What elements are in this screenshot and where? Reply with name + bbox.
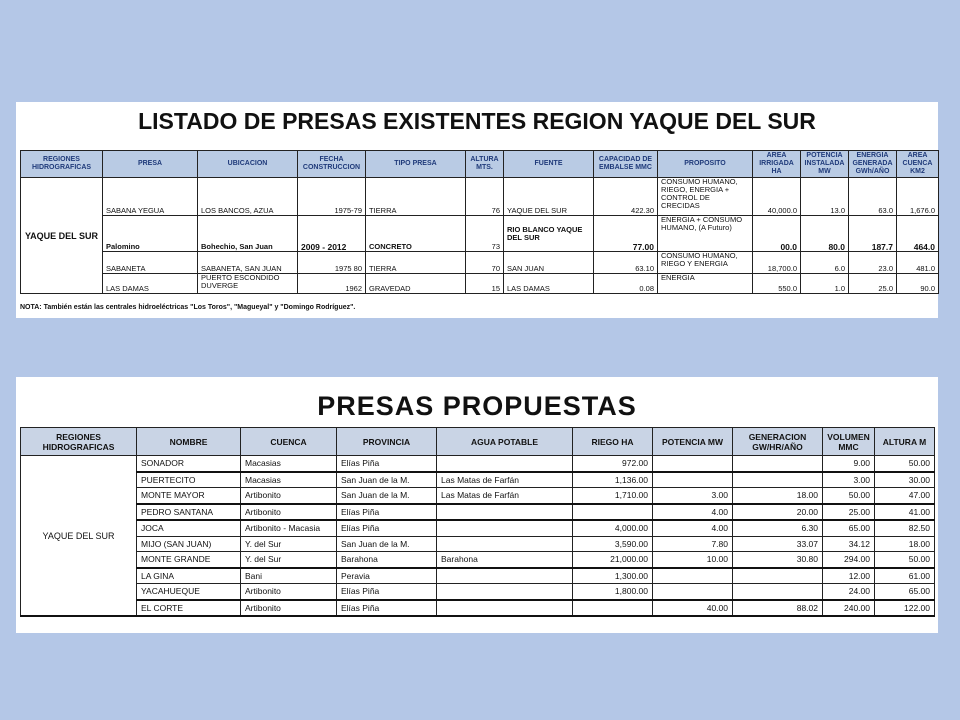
table-cell: 550.0 (753, 274, 801, 294)
col-header: VOLUMEN MMC (823, 428, 875, 456)
table-cell (437, 536, 573, 552)
col-header: REGIONES HIDROGRAFICAS (21, 428, 137, 456)
table-cell: LOS BANCOS, AZUA (198, 178, 298, 216)
table-cell: 00.0 (753, 216, 801, 252)
table-cell: Elías Piña (337, 600, 437, 617)
table-cell: Las Matas de Farfán (437, 488, 573, 504)
table-cell: Elías Piña (337, 584, 437, 600)
table-cell: 4.00 (653, 504, 733, 521)
table-cell: 422.30 (594, 178, 658, 216)
table-cell: 25.00 (823, 504, 875, 521)
table-cell: 61.00 (875, 568, 935, 584)
table-cell: ENERGIA + CONSUMO HUMANO, (A Futuro) (658, 216, 753, 252)
table-row (21, 274, 939, 294)
col-header: ALTURA M (875, 428, 935, 456)
col-header: AGUA POTABLE (437, 428, 573, 456)
table-row (21, 252, 939, 274)
table-cell: 4,000.00 (573, 520, 653, 536)
table-cell: 3,590.00 (573, 536, 653, 552)
table-cell: 294.00 (823, 552, 875, 568)
table-cell: PEDRO SANTANA (137, 504, 241, 521)
table-cell: TIERRA (366, 178, 466, 216)
table-cell (653, 456, 733, 472)
table-cell: MIJO (SAN JUAN) (137, 536, 241, 552)
table-cell: 15 (466, 274, 504, 294)
table-cell: RIO BLANCO YAQUE DEL SUR (504, 216, 594, 252)
table-cell (437, 504, 573, 521)
table-cell: 34.12 (823, 536, 875, 552)
table-cell: 82.50 (875, 520, 935, 536)
table-cell: 77.00 (594, 216, 658, 252)
table-cell: CONSUMO HUMANO, RIEGO Y ENERGIA (658, 252, 753, 274)
table-cell: 18,700.0 (753, 252, 801, 274)
table-row (21, 568, 935, 584)
table-cell: Barahona (337, 552, 437, 568)
table-cell: Y. del Sur (241, 552, 337, 568)
table-cell: 47.00 (875, 488, 935, 504)
table-cell: 73 (466, 216, 504, 252)
col-header: NOMBRE (137, 428, 241, 456)
table-cell: Macasias (241, 456, 337, 472)
table-cell: 63.10 (594, 252, 658, 274)
table-cell: 50.00 (875, 552, 935, 568)
table-row (21, 504, 935, 521)
table-cell: 65.00 (875, 584, 935, 600)
table-cell: SONADOR (137, 456, 241, 472)
col-header: POTENCIA MW (653, 428, 733, 456)
table-cell: Artibonito (241, 584, 337, 600)
table-cell: MONTE MAYOR (137, 488, 241, 504)
table-cell: 6.30 (733, 520, 823, 536)
table-cell: Barahona (437, 552, 573, 568)
col-header: CUENCA (241, 428, 337, 456)
region-cell: YAQUE DEL SUR (21, 178, 103, 294)
table-cell: CONCRETO (366, 216, 466, 252)
proposed-dams-table (20, 427, 935, 617)
table-cell: Elías Piña (337, 520, 437, 536)
table-cell: YAQUE DEL SUR (504, 178, 594, 216)
col-header: PROVINCIA (337, 428, 437, 456)
table-cell: EL CORTE (137, 600, 241, 617)
table-cell: Artibonito (241, 504, 337, 521)
table-cell: 1,300.00 (573, 568, 653, 584)
table-cell: PUERTO ESCONDIDO DUVERGE (198, 274, 298, 294)
table-cell: 1,710.00 (573, 488, 653, 504)
table-cell: LA GINA (137, 568, 241, 584)
table-cell: 464.0 (897, 216, 939, 252)
table-cell (437, 520, 573, 536)
table-row (21, 536, 935, 552)
col-header: PRESA (103, 151, 198, 178)
existing-dams-title: LISTADO DE PRESAS EXISTENTES REGION YAQUE DEL SUR (138, 108, 816, 134)
table-cell (733, 472, 823, 488)
table-cell: PUERTECITO (137, 472, 241, 488)
table-cell: 0.08 (594, 274, 658, 294)
col-header: RIEGO HA (573, 428, 653, 456)
table-cell (733, 456, 823, 472)
table-cell: LAS DAMAS (504, 274, 594, 294)
table-cell: 9.00 (823, 456, 875, 472)
table-row (21, 488, 935, 504)
table-cell: 18.00 (875, 536, 935, 552)
table-cell: SABANETA (103, 252, 198, 274)
table-cell: 20.00 (733, 504, 823, 521)
table-row (21, 584, 935, 600)
table-cell (733, 584, 823, 600)
table-row (21, 520, 935, 536)
table-row (21, 456, 935, 472)
table-cell: SABANA YEGUA (103, 178, 198, 216)
table-cell: 88.02 (733, 600, 823, 617)
table-row (21, 472, 935, 488)
table-cell: 80.0 (801, 216, 849, 252)
table-cell: 70 (466, 252, 504, 274)
table-cell (733, 568, 823, 584)
table-cell: 12.00 (823, 568, 875, 584)
table-cell: CONSUMO HUMANO, RIEGO, ENERGIA + CONTROL DE CRECIDAS (658, 178, 753, 216)
existing-header-row (21, 151, 939, 178)
col-header: TIPO PRESA (366, 151, 466, 178)
table-cell (653, 472, 733, 488)
proposed-dams-panel (16, 377, 938, 633)
table-cell: 23.0 (849, 252, 897, 274)
table-cell: 40.00 (653, 600, 733, 617)
table-cell: 33.07 (733, 536, 823, 552)
col-header: FUENTE (504, 151, 594, 178)
table-row (21, 178, 939, 216)
table-cell (437, 584, 573, 600)
table-cell: 972.00 (573, 456, 653, 472)
table-cell: 50.00 (823, 488, 875, 504)
table-cell: 7.80 (653, 536, 733, 552)
existing-dams-panel (16, 102, 938, 318)
table-cell (437, 456, 573, 472)
table-cell: 41.00 (875, 504, 935, 521)
table-cell: 3.00 (823, 472, 875, 488)
proposed-dams-body (21, 456, 935, 617)
col-header: PROPOSITO (658, 151, 753, 178)
table-cell: SABANETA, SAN JUAN (198, 252, 298, 274)
table-cell: Las Matas de Farfán (437, 472, 573, 488)
col-header: AREA CUENCA KM2 (897, 151, 939, 178)
table-cell: 30.80 (733, 552, 823, 568)
table-cell (437, 568, 573, 584)
table-cell: ENERGIA (658, 274, 753, 294)
col-header: GENERACION GW/HR/AÑO (733, 428, 823, 456)
table-cell: 1,800.00 (573, 584, 653, 600)
table-cell: 63.0 (849, 178, 897, 216)
table-cell: 90.0 (897, 274, 939, 294)
table-cell (573, 600, 653, 617)
table-cell: LAS DAMAS (103, 274, 198, 294)
table-cell (437, 600, 573, 617)
table-cell: Y. del Sur (241, 536, 337, 552)
table-cell (653, 584, 733, 600)
table-cell: 2009 - 2012 (298, 216, 366, 252)
table-cell: Artibonito (241, 488, 337, 504)
table-cell: 1975 80 (298, 252, 366, 274)
table-cell: San Juan de la M. (337, 488, 437, 504)
table-cell: 13.0 (801, 178, 849, 216)
table-cell: 25.0 (849, 274, 897, 294)
table-cell: 1,136.00 (573, 472, 653, 488)
table-cell: San Juan de la M. (337, 472, 437, 488)
table-cell: MONTE GRANDE (137, 552, 241, 568)
table-cell: Artibonito - Macasia (241, 520, 337, 536)
table-cell: GRAVEDAD (366, 274, 466, 294)
table-cell: Macasias (241, 472, 337, 488)
table-cell (653, 568, 733, 584)
table-cell: 18.00 (733, 488, 823, 504)
existing-dams-note: NOTA: También están las centrales hidroeléctricas "Los Toros", "Magueyal" y "Domingo Rodríguez". (20, 304, 356, 311)
region-cell: YAQUE DEL SUR (21, 456, 137, 617)
table-cell: 24.00 (823, 584, 875, 600)
table-cell: Elías Piña (337, 456, 437, 472)
col-header: POTENCIA INSTALADA MW (801, 151, 849, 178)
col-header: AREA IRRIGADA HA (753, 151, 801, 178)
table-cell: 187.7 (849, 216, 897, 252)
table-cell: 1.0 (801, 274, 849, 294)
table-cell: 240.00 (823, 600, 875, 617)
table-cell: Elías Piña (337, 504, 437, 521)
table-cell: 76 (466, 178, 504, 216)
col-header: ALTURA MTS. (466, 151, 504, 178)
table-cell: 122.00 (875, 600, 935, 617)
table-cell: 3.00 (653, 488, 733, 504)
table-cell: 50.00 (875, 456, 935, 472)
table-cell: TIERRA (366, 252, 466, 274)
table-cell: 1,676.0 (897, 178, 939, 216)
table-cell: 65.00 (823, 520, 875, 536)
proposed-header-row (21, 428, 935, 456)
table-cell: Bani (241, 568, 337, 584)
table-cell (573, 504, 653, 521)
table-cell: 10.00 (653, 552, 733, 568)
table-cell: 1975-79 (298, 178, 366, 216)
table-cell: 1962 (298, 274, 366, 294)
table-cell: JOCA (137, 520, 241, 536)
col-header: REGIONES HIDROGRAFICAS (21, 151, 103, 178)
table-cell: 6.0 (801, 252, 849, 274)
table-cell: 4.00 (653, 520, 733, 536)
table-cell: YACAHUEQUE (137, 584, 241, 600)
table-cell: Peravia (337, 568, 437, 584)
table-cell: 40,000.0 (753, 178, 801, 216)
table-cell: San Juan de la M. (337, 536, 437, 552)
table-cell: Artibonito (241, 600, 337, 617)
table-cell: Palomino (103, 216, 198, 252)
table-cell: SAN JUAN (504, 252, 594, 274)
proposed-dams-title: PRESAS PROPUESTAS (317, 391, 637, 421)
table-row (21, 552, 935, 568)
col-header: FECHA CONSTRUCCION (298, 151, 366, 178)
table-cell: 21,000.00 (573, 552, 653, 568)
col-header: UBICACION (198, 151, 298, 178)
table-row (21, 600, 935, 617)
table-cell: Bohechio, San Juan (198, 216, 298, 252)
table-cell: 481.0 (897, 252, 939, 274)
existing-dams-table (20, 150, 939, 294)
table-row (21, 216, 939, 252)
table-cell: 30.00 (875, 472, 935, 488)
col-header: CAPACIDAD DE EMBALSE MMC (594, 151, 658, 178)
col-header: ENERGIA GENERADA GWh/AÑO (849, 151, 897, 178)
